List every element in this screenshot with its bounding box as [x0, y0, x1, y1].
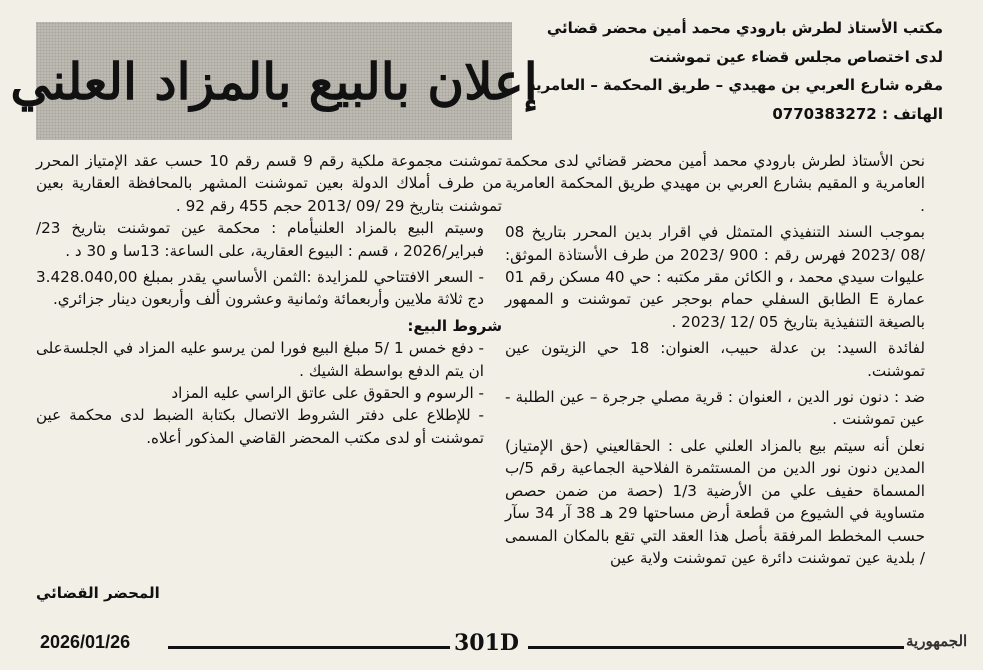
page-footer: [0, 632, 983, 662]
phone-number: 0770383272: [772, 104, 877, 123]
issue-date: 2026/01/26: [40, 632, 131, 652]
paragraph-debtor: ضد : دنون نور الدين ، العنوان : قرية مصلي جرجرة – عين الطلبة - عين تموشنت .: [505, 388, 925, 429]
office-address: مقره شارع العربي بن مهيدي – طريق المحكمة – العامرية: [526, 76, 943, 94]
left-text-column: [36, 150, 502, 449]
bailiff-office-header: [523, 14, 943, 128]
condition-specifications: - للإطلاع على دفتر الشروط الاتصال بكتابة الضبط لدى محكمة عين تموشنت أو لدى مكتب المحضر القاضي المذكور أعلاه.: [36, 406, 484, 447]
office-name: مكتب الأستاذ لطرش بارودي محمد أمين محضر قضائي: [546, 19, 943, 37]
conditions-heading: شروط البيع:: [407, 316, 502, 335]
title-banner: [10, 22, 538, 140]
footer-rule-left: [168, 646, 450, 649]
phone-label: الهاتف :: [881, 104, 943, 123]
office-jurisdiction: لدى اختصاص مجلس قضاء عين تموشنت: [649, 47, 943, 66]
condition-payment: - دفع خمس 1 /5 مبلغ البيع فورا لمن يرسو عليه المزاد في الجلسةعلى ان يتم الدفع بواسطة الشيك .: [36, 339, 484, 380]
condition-fees: - الرسوم و الحقوق على عاتق الراسي عليه المزاد: [171, 384, 484, 403]
right-text-column: [505, 150, 943, 569]
page-code: 301D: [454, 630, 520, 656]
footer-rule-right: [528, 646, 904, 649]
office-phone: [523, 100, 943, 129]
paragraph-beneficiary: لفائدة السيد: بن عدلة حبيب، العنوان: 18 حي الزيتون عين تموشنت.: [505, 339, 925, 380]
paragraph-auction-date: وسيتم البيع بالمزاد العلنيأمام : محكمة عين تموشنت بتاريخ 23/فبراير/2026 ، قسم : البيوع العقارية، على الساعة: 13سا و 30 د .: [36, 219, 484, 260]
bailiff-signature: المحضر القضائي: [36, 584, 160, 602]
paragraph-opening-price: - السعر الافتتاحي للمزايدة :الثمن الأساسي يقدر بمبلغ 3.428.040,00 دج ثلاثة ملايين وأربعمائة وثمانية وعشرون ألف وأربعون دينار جزائري.: [36, 268, 484, 309]
paragraph-enforcement-title: بموجب السند التنفيذي المتمثل في اقرار بدين المحرر بتاريخ 08 /08 /2023 فهرس رقم : 900 /2023 من طرف الأستاذة الموثق: عليوات سيدي محمد ، و الكائن مقر مكتبه : حي 40 مسكن رقم 01 عمارة E الطابق السفلي حمام بوحجر عين تموشنت و الممهور بالصيغة التنفيذية بتاريخ 05 /12 /2023 .: [505, 223, 926, 331]
paragraph-bailiff-intro: نحن الأستاذ لطرش بارودي محمد أمين محضر قضائي لدى محكمة العامرية و المقيم بشارع العربي بن مهيدي طريق المحكمة العامرية .: [505, 152, 925, 215]
newspaper-name: الجمهورية: [906, 632, 968, 650]
paragraph-property-reference: تموشنت مجموعة ملكية رقم 9 قسم رقم 10 حسب عقد الإمتياز المحرر من طرف أملاك الدولة بعين تموشنت المشهر بالمحافظة العقارية بعين تموشنت بتاريخ 29 /09 /2013 حجم 455 رقم 92 .: [36, 152, 502, 215]
announcement-title: إعلان بالبيع بالمزاد العلني: [10, 51, 538, 111]
paragraph-sale-object: نعلن أنه سيتم بيع بالمزاد العلني على : الحقالعيني (حق الإمتياز) المدين دنون نور الدين من المستثمرة الفلاحية الجماعية رقم 5/ب المسماة حفيف علي من الأرضية 1/3 (حصة من ضمن حصص متساوية في الشيوع من قطعة أرض مساحتها 29 هـ 38 آر 34 سآر حسب المخطط المرفقة بأصل هذا العقد التي تقع بالمكان المسمى / بلدية عين تموشنت دائرة عين تموشنت ولاية عين: [505, 436, 925, 567]
